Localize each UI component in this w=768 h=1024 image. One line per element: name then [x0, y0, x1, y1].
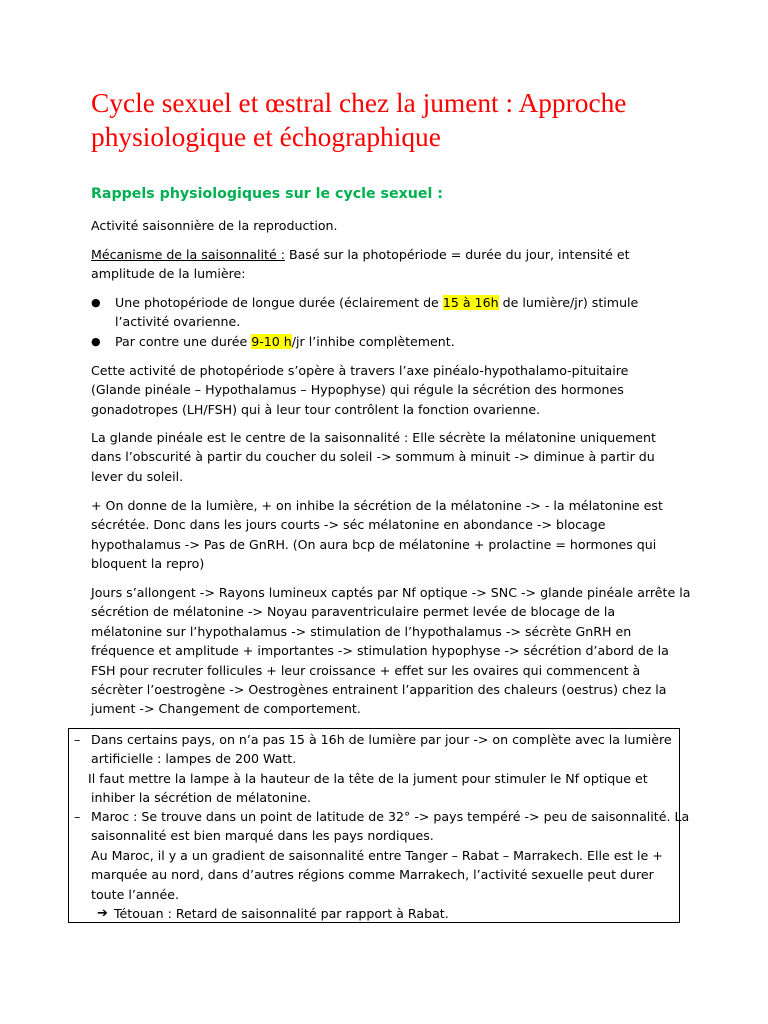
box-item-lamp: Il faut mettre la lampe à la hauteur de la tête de la jument pour stimuler le Nf optique et inhiber la sécrétion de mélatonine.	[88, 771, 648, 806]
bullet-icon: ●	[91, 335, 101, 348]
box-item-tetouan: Tétouan : Retard de saisonnalité par rapport à Rabat.	[114, 906, 449, 921]
highlight-duration: 9-10 h	[251, 334, 292, 349]
box-item-lighting: Dans certains pays, on n’a pas 15 à 16h de lumière par jour -> on complète avec la lumière artificielle : lampes de 200 Watt.	[91, 732, 672, 767]
title-line-2: physiologique et échographique	[91, 122, 441, 152]
section-heading: Rappels physiologiques sur le cycle sexuel :	[91, 186, 443, 202]
document-title	[91, 86, 731, 154]
paragraph-days: Jours s’allongent -> Rayons lumineux captés par Nf optique -> SNC -> glande pinéale arrête la sécrétion de mélatonine -> Noyau paraventriculaire permet levée de blocage de la mélatonine sur l’hypothalamus -> stimulation de l’hypothalamus -> sécrète GnRH en fréquence et amplitude + importantes -> stimulation hypophyse -> sécrétion d’abord de la FSH pour recruter follicules + leur croissance + effet sur les ovaires qui commencent à sécrèter l’oestrogène -> Oestrogènes entrainent l’apparition des chaleurs (oestrus) chez la jument -> Changement de comportement.	[91, 585, 691, 717]
right-arrow-icon: ➔	[97, 906, 108, 921]
dash-marker: –	[74, 809, 81, 824]
dash-marker: –	[74, 732, 81, 747]
document-page: Cycle sexuel et œstral chez la jument : Approche physiologique et échographique Rappels physiologiques sur le cycle sexuel : Activité saisonnière de la reproduction. Mécanisme de la saisonnalité : Basé sur la photopériode = durée du jour, intensité et amplitude de la lumière: ● Une photopériode de longue durée (éclairement de 15 à 16h de lumière/jr) stimule l’activité ovarienne. ● Par contre une durée 9-10 h/jr l’inhibe complètement. Cette activité de photopériode s’opère à travers l’axe pinéalo-hypothalamo-pituitaire (Glande pinéale – Hypothalamus – Hypophyse) qui régule la sécrétion des hormones gonadotropes (LH/FSH) qui à leur tour contrôlent la fonction ovarienne. La glande pinéale est le centre de la saisonnalité : Elle sécrète la mélatonine uniquement dans l’obscurité à partir du coucher du soleil -> sommum à minuit -> diminue à partir du lever du soleil. + On donne de la lumière, + on inhibe la sécrétion de la mélatonine -> - la mélatonine est sécrétée. Donc dans les jours courts -> séc mélatonine en abondance -> blocage hypothalamus -> Pas de GnRH. (On aura bcp de mélatonine + prolactine = hormones qui bloquent la repro) Jours s’allongent -> Rayons lumineux captés par Nf optique -> SNC -> glande pinéale arrête la sécrétion de mélatonine -> Noyau paraventriculaire permet levée de blocage de la mélatonine sur l’hypothalamus -> stimulation de l’hypothalamus -> sécrète GnRH en fréquence et amplitude + importantes -> stimulation hypophyse -> sécrétion d’abord de la FSH pour recruter follicules + leur croissance + effet sur les ovaires qui commencent à sécrèter l’oestrogène -> Oestrogènes entrainent l’apparition des chaleurs (oestrus) chez la jument -> Changement de comportement. – Dans certains pays, on n’a pas 15 à 16h de lumière par jour -> on complète avec la lumière artificielle : lampes de 200 Watt. Il faut mettre la lampe à la hauteur de la tête de la jument pour stimuler le Nf optique et inhiber la sécrétion de mélatonine. – Maroc : Se trouve dans un point de latitude de 32° -> pays tempéré -> peu de saisonnalité. La saisonnalité est bien marqué dans les pays nordiques. Au Maroc, il y a un gradient de saisonnalité entre Tanger – Rabat – Marrakech. Elle est le + marquée au nord, dans d’autres régions comme Marrakech, l’activité sexuelle peut durer toute l’année. ➔ Tétouan : Retard de saisonnalité par rapport à Rabat.	[0, 0, 768, 1024]
paragraph-mechanism: Mécanisme de la saisonnalité : Basé sur la photopériode = durée du jour, intensité et amplitude de la lumière:	[91, 247, 630, 282]
paragraph-pineal: La glande pinéale est le centre de la saisonnalité : Elle sécrète la mélatonine uniquement dans l’obscurité à partir du coucher du soleil -> sommum à minuit -> diminue à partir du lever du soleil.	[91, 430, 656, 484]
bullet-icon: ●	[91, 296, 101, 309]
highlight-duration: 15 à 16h	[442, 295, 499, 310]
paragraph-light: + On donne de la lumière, + on inhibe la sécrétion de la mélatonine -> - la mélatonine est sécrétée. Donc dans les jours courts -> séc mélatonine en abondance -> blocage hypothalamus -> Pas de GnRH. (On aura bcp de mélatonine + prolactine = hormones qui bloquent la repro)	[91, 498, 663, 572]
paragraph-axis: Cette activité de photopériode s’opère à travers l’axe pinéalo-hypothalamo-pituitaire (Glande pinéale – Hypothalamus – Hypophyse) qui régule la sécrétion des hormones gonadotropes (LH/FSH) qui à leur tour contrôlent la fonction ovarienne.	[91, 363, 629, 417]
mechanism-label: Mécanisme de la saisonnalité :	[91, 247, 285, 262]
box-item-morocco: Maroc : Se trouve dans un point de latitude de 32° -> pays tempéré -> peu de saisonnalité. La saisonnalité est bien marqué dans les pays nordiques. Au Maroc, il y a un gradient de saisonnalité entre Tanger – Rabat – Marrakech. Elle est le + marquée au nord, dans d’autres régions comme Marrakech, l’activité sexuelle peut durer toute l’année.	[91, 809, 690, 902]
title-line-1: Cycle sexuel et œstral chez la jument : Approche	[91, 88, 627, 118]
paragraph-activity: Activité saisonnière de la reproduction.	[91, 218, 338, 233]
